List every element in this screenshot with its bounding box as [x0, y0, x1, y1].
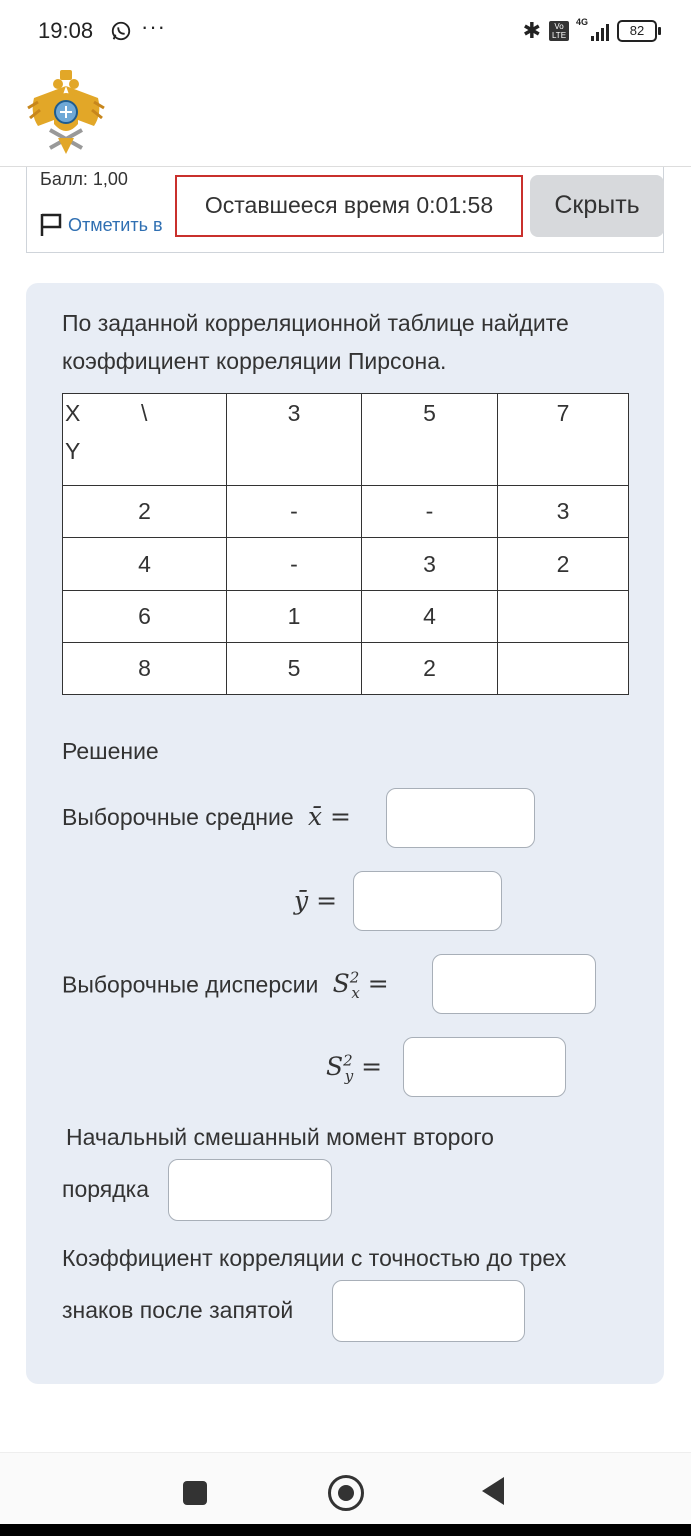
row-y-value: 2: [63, 486, 227, 538]
table-row: [63, 591, 629, 643]
table-row: [63, 643, 629, 695]
correlation-table: [62, 393, 629, 695]
x-mean-symbol: x̄ =: [300, 802, 351, 831]
table-cell: -: [227, 486, 362, 538]
hide-timer-button[interactable]: Скрыть: [530, 175, 664, 237]
table-column-header: 7: [498, 394, 629, 486]
corner-x-label: X: [65, 400, 81, 426]
recent-apps-icon[interactable]: [183, 1481, 207, 1505]
flag-question-link[interactable]: [38, 212, 163, 238]
table-cell: -: [362, 486, 498, 538]
status-icons: [523, 18, 657, 44]
y-mean-input[interactable]: [353, 871, 502, 931]
flag-question-label[interactable]: Отметить в: [68, 214, 163, 235]
corner-slash: \: [141, 400, 148, 426]
bluetooth-icon: ✱: [522, 18, 541, 43]
correlation-input[interactable]: [332, 1280, 525, 1342]
mixed-moment-input[interactable]: [168, 1159, 332, 1221]
volte-icon: Vo LTE: [549, 21, 569, 41]
eagle-emblem-logo: [24, 68, 108, 158]
solution-label: Решение: [62, 738, 159, 764]
row-y-value: 6: [63, 591, 227, 643]
correlation-label-line1: Коэффициент корреляции с точностью до трех: [62, 1245, 567, 1271]
sy2-symbol: $S^2_y$ =: [326, 1052, 383, 1086]
table-cell: 3: [362, 538, 498, 591]
whatsapp-icon: [110, 20, 132, 42]
table-cell: 2: [498, 538, 629, 591]
x-mean-input[interactable]: [386, 788, 535, 848]
table-cell: [498, 643, 629, 695]
table-column-header: 3: [227, 394, 362, 486]
status-bar: [0, 0, 691, 62]
battery-icon: 82: [617, 20, 657, 42]
status-time: 19:08: [38, 18, 94, 43]
y-mean-row: [294, 886, 337, 915]
table-cell: 1: [227, 591, 362, 643]
sx2-input[interactable]: [432, 954, 596, 1014]
table-cell: 5: [227, 643, 362, 695]
flag-icon: [38, 212, 64, 238]
correlation-label-line2: знаков после запятой: [62, 1297, 294, 1323]
table-cell: [498, 591, 629, 643]
table-cell: -: [227, 538, 362, 591]
question-score: Балл: 1,00: [40, 169, 128, 189]
table-cell: 2: [362, 643, 498, 695]
table-cell: 3: [498, 486, 629, 538]
y-mean-symbol: ȳ =: [294, 886, 338, 915]
mixed-moment-label-line1: Начальный смешанный момент второго: [66, 1124, 494, 1150]
table-corner-cell: [63, 394, 227, 486]
more-notifications-icon: ···: [141, 14, 166, 39]
sy2-row: [326, 1052, 382, 1085]
row-y-value: 4: [63, 538, 227, 591]
sample-means-row: [62, 802, 351, 831]
sample-variances-label: Выборочные дисперсии: [62, 971, 319, 998]
mixed-moment-label-line2: порядка: [62, 1176, 150, 1202]
sample-variances-row: [62, 969, 389, 1002]
network-type: 4G: [576, 17, 589, 27]
row-y-value: 8: [63, 643, 227, 695]
table-row: [63, 486, 629, 538]
corner-y-label: Y: [65, 438, 81, 464]
table-header-row: [63, 394, 629, 486]
home-icon[interactable]: [328, 1475, 364, 1511]
table-cell: 4: [362, 591, 498, 643]
table-column-header: 5: [362, 394, 498, 486]
question-text: По заданной корреляционной таблице найдите коэффициент корреляции Пирсона.: [62, 310, 569, 374]
bottom-edge: [0, 1524, 691, 1536]
sy2-input[interactable]: [403, 1037, 566, 1097]
time-remaining: Оставшееся время 0:01:58: [175, 175, 523, 237]
sx2-symbol: $S^2_x$ =: [324, 969, 389, 1003]
back-icon[interactable]: [482, 1477, 504, 1505]
sample-means-label: Выборочные средние: [62, 804, 294, 830]
table-row: [63, 538, 629, 591]
signal-icon: [576, 17, 609, 41]
